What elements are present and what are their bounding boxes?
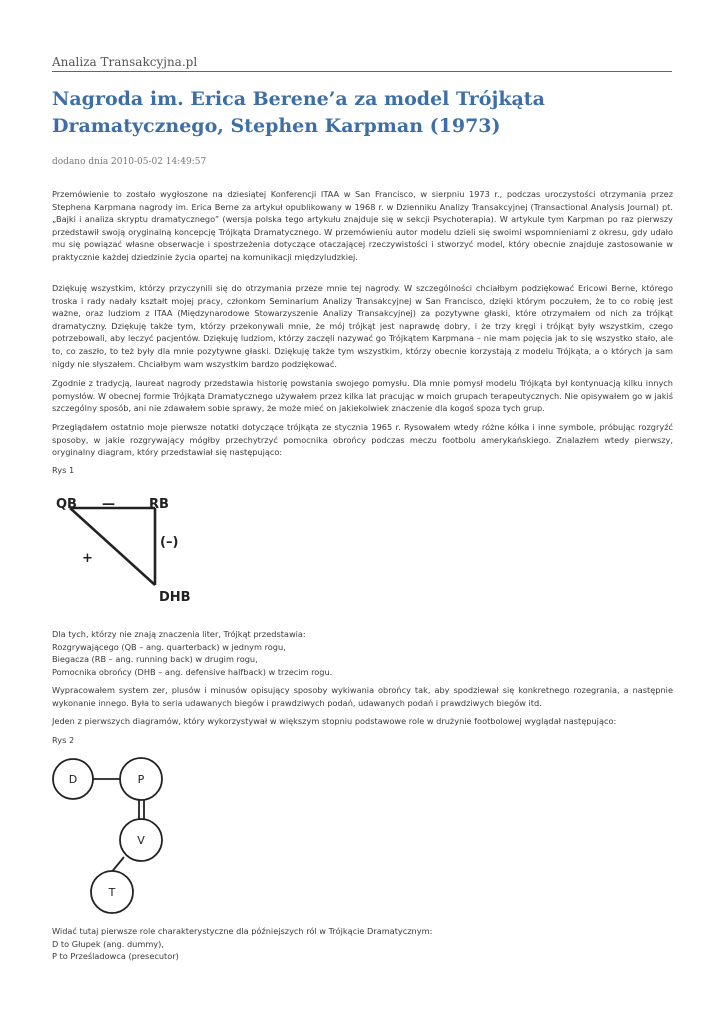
paragraph-tradition: Zgodnie z tradycją, laureat nagrody przedstawia historię powstania swojego pomysłu. Dla mnie pomysł modelu Trójkąta był kontynuacją kilku innych pomysłów. W obecnej formie Trójkąta Dramatycznego używałem przez kilka lat pracując w moich grupach terapeutycznych. Nie opisywałem go w jakiś szczególny sposób, ani nie zdawałem sobie sprawy, że może mieć on jakiekolwiek znaczenie dla kogoś spoza tych grup. bbox=[52, 378, 673, 414]
label-rb: RB bbox=[149, 497, 169, 512]
triangle-edge-diagonal bbox=[70, 508, 155, 585]
figure-1-triangle-diagram bbox=[52, 488, 202, 608]
legend-1-line: Rozgrywającego (QB – ang. quarterback) w jednym rogu, bbox=[52, 641, 286, 652]
legend-1-line: Pomocnika obrońcy (DHB – ang. defensive halfback) w trzecim rogu. bbox=[52, 666, 333, 677]
figure-2-label: Rys 2 bbox=[52, 735, 75, 745]
legend-2-line: Widać tutaj pierwsze role charakterystyczne dla późniejszych ról w Trójkącie Dramatycznym: bbox=[52, 926, 433, 936]
paragraph-system: Wypracowałem system zer, plusów i minusów opisujący sposoby wykiwania obrońcy tak, aby spodziewał się konkretnego rozegrania, a następnie wykonanie innego. Była to seria udawanych biegów i prawdziwych podań, udawanych podań i prawdziwych biegów itd. bbox=[52, 685, 673, 708]
label-dhb: DHB bbox=[159, 590, 191, 605]
article-title: Nagroda im. Erica Berene’a za model Trójkąta Dramatycznego, Stephen Karpman (1973) bbox=[52, 88, 545, 137]
legend-2-line: D to Głupek (ang. dummy), bbox=[52, 938, 164, 949]
label-p: P bbox=[137, 773, 145, 786]
article-date: dodano dnia 2010-05-02 14:49:57 bbox=[52, 157, 207, 167]
legend-2-line: P to Prześladowca (presecutor) bbox=[52, 951, 179, 962]
label-minus: (–) bbox=[160, 535, 179, 550]
paragraph-roles: Jeden z pierwszych diagramów, który wykorzystywał w większym stopniu podstawowe role w drużynie footbolowej wyglądał następująco: bbox=[52, 716, 617, 726]
legend-1-line: Biegacza (RB – ang. running back) w drugim rogu, bbox=[52, 654, 258, 665]
intro-paragraph: Przemówienie to zostało wygłoszone na dziesiątej Konferencji ITAA w San Francisco, w sierpniu 1973 r., podczas uroczystości otrzymania przez Stephena Karpmana nagrody im. Erica Berne za artykuł opublikowany w 1968 r. w Dzienniku Analizy Transakcyjnej (Transactional Analysis Journal) pt. „Bajki i analiza skryptu dramatycznego” (wersja polska tego artykułu znajduje się w sekcji Psychoterapia). W artykule tym Karpman po raz pierwszy przedstawił swoją oryginalną koncepcję Trójkąta Dramatycznego. W przemówieniu autor modelu dzieli się swoimi wspomnieniami z okresu, gdy udało mu się powiązać własne obserwacje i spostrzeżenia dotyczące otaczającej rzeczywistości i stworzyć model, który obecnie znajduje zastosowanie w praktycznie każdej dziedzinie życia opartej na komunikacji międzyludzkiej. bbox=[52, 189, 673, 262]
legend-1-line: Dla tych, którzy nie znają znaczenia liter, Trójkąt przedstawia: bbox=[52, 629, 306, 639]
label-qb: QB bbox=[56, 497, 77, 512]
paragraph-notes: Przeglądałem ostatnio moje pierwsze notatki dotyczące trójkąta ze stycznia 1965 r. Rysowałem wtedy różne kółka i inne symbole, próbując rozgryźć sposoby, w jakie rozgrywający mógłby przechytrzyć pomocnika obrońcy podczas meczu footbolu amerykańskiego. Znalazłem wtedy pierwszy, oryginalny diagram, który przedstawiał się następująco: bbox=[52, 422, 673, 458]
legend-1 bbox=[52, 628, 673, 678]
label-plus: + bbox=[82, 551, 93, 566]
label-t: T bbox=[108, 886, 116, 899]
label-v: V bbox=[137, 834, 145, 847]
label-dash: — bbox=[102, 497, 115, 512]
label-d: D bbox=[68, 773, 78, 786]
figure-2-roles-diagram bbox=[52, 752, 182, 922]
figure-1-label: Rys 1 bbox=[52, 465, 75, 475]
legend-2 bbox=[52, 925, 673, 963]
site-header: Analiza Transakcyjna.pl bbox=[52, 55, 672, 72]
paragraph-thanks: Dziękuję wszystkim, którzy przyczynili się do otrzymania przeze mnie tej nagrody. W szczególności chciałbym podziękować Ericowi Berne, którego troska i rady nadały kształt mojej pracy, członkom Seminarium Analizy Transakcyjnej w San Francisco, dzięki którym poczułem, że to co robię jest ważne, oraz ludziom z ITAA (Międzynarodowe Stowarzyszenie Analizy Transakcyjnej) za pozytywne głaski, które otrzymałem od nich za trójkąt dramatyczny. Dziękuję także tym, którzy przekonywali mnie, że mój trójkąt jest naprawdę dobry, i że trzy kręgi i trójkąt były wszystkim, czego potrzebowali, aby leczyć pacjentów. Dziękuję ludziom, którzy zaczęli nazywać go Trójkątem Karpmana – nie mam pojęcia jak to się wszystko stało, ale to, co zaszło, to też były dla mnie pozytywne głaski. Dziękuję także tym wszystkim, którzy obecnie korzystają z modelu Trójkąta, a o których ja sam nigdy nie słyszałem. Chciałbym wam wszystkim bardzo podziękować. bbox=[52, 283, 673, 369]
